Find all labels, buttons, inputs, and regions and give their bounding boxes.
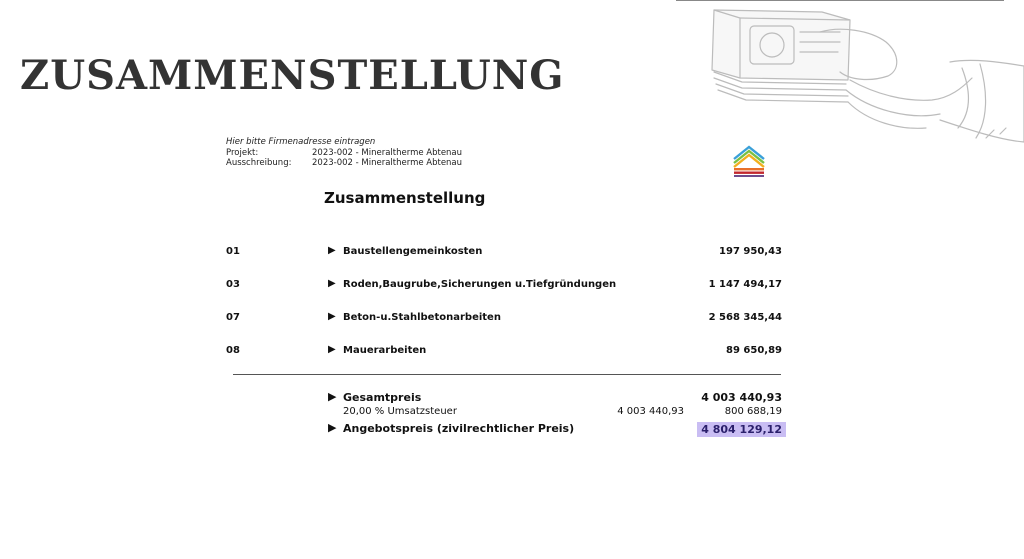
- arrow-icon: ▶: [328, 421, 337, 434]
- position-amount: 2 568 345,44: [708, 312, 782, 323]
- projekt-label: Projekt:: [226, 147, 259, 158]
- arrow-icon: ▶: [328, 245, 336, 256]
- position-amount: 197 950,43: [719, 246, 782, 257]
- position-row: [226, 246, 782, 262]
- umsatzsteuer-label: 20,00 % Umsatzsteuer: [343, 406, 457, 417]
- position-number: 01: [226, 246, 240, 257]
- position-number: 03: [226, 279, 240, 290]
- ausschreibung-label: Ausschreibung:: [226, 158, 292, 168]
- position-number: 07: [226, 312, 240, 323]
- hand-with-money-illustration: [700, 2, 1024, 152]
- umsatzsteuer-amount: 800 688,19: [724, 406, 782, 417]
- position-amount: 1 147 494,17: [708, 279, 782, 290]
- page-title: ZUSAMMENSTELLUNG: [20, 52, 565, 99]
- position-amount: 89 650,89: [726, 345, 782, 356]
- ausschreibung-value: 2023-002 - Mineraltherme Abtenau: [312, 158, 463, 168]
- arrow-icon: ▶: [328, 390, 337, 403]
- angebotspreis-label: Angebotspreis (zivilrechtlicher Preis): [343, 422, 575, 435]
- position-label: Mauerarbeiten: [343, 345, 427, 356]
- arrow-icon: ▶: [328, 278, 336, 289]
- position-row: [226, 279, 782, 295]
- document-header: [226, 137, 462, 169]
- position-row: [226, 312, 782, 328]
- position-row: [226, 345, 782, 361]
- position-label: Baustellengemeinkosten: [343, 246, 483, 257]
- arrow-icon: ▶: [328, 344, 336, 355]
- top-divider: [676, 0, 1004, 1]
- gesamtpreis-amount: 4 003 440,93: [701, 391, 782, 404]
- umsatzsteuer-base: 4 003 440,93: [617, 406, 684, 417]
- position-number: 08: [226, 345, 240, 356]
- company-address-placeholder: Hier bitte Firmenadresse eintragen: [226, 137, 376, 147]
- position-label: Roden,Baugrube,Sicherungen u.Tiefgründungen: [343, 279, 617, 290]
- gesamtpreis-label: Gesamtpreis: [343, 391, 422, 404]
- arrow-icon: ▶: [328, 311, 336, 322]
- projekt-value: 2023-002 - Mineraltherme Abtenau: [312, 147, 463, 158]
- sum-divider: [233, 374, 781, 375]
- position-label: Beton-u.Stahlbetonarbeiten: [343, 312, 501, 323]
- document-title: Zusammenstellung: [324, 189, 486, 207]
- company-logo-icon: [732, 143, 766, 177]
- angebotspreis-amount: 4 804 129,12: [697, 422, 786, 437]
- ausschreibung-row: [226, 158, 462, 169]
- projekt-row: [226, 148, 462, 159]
